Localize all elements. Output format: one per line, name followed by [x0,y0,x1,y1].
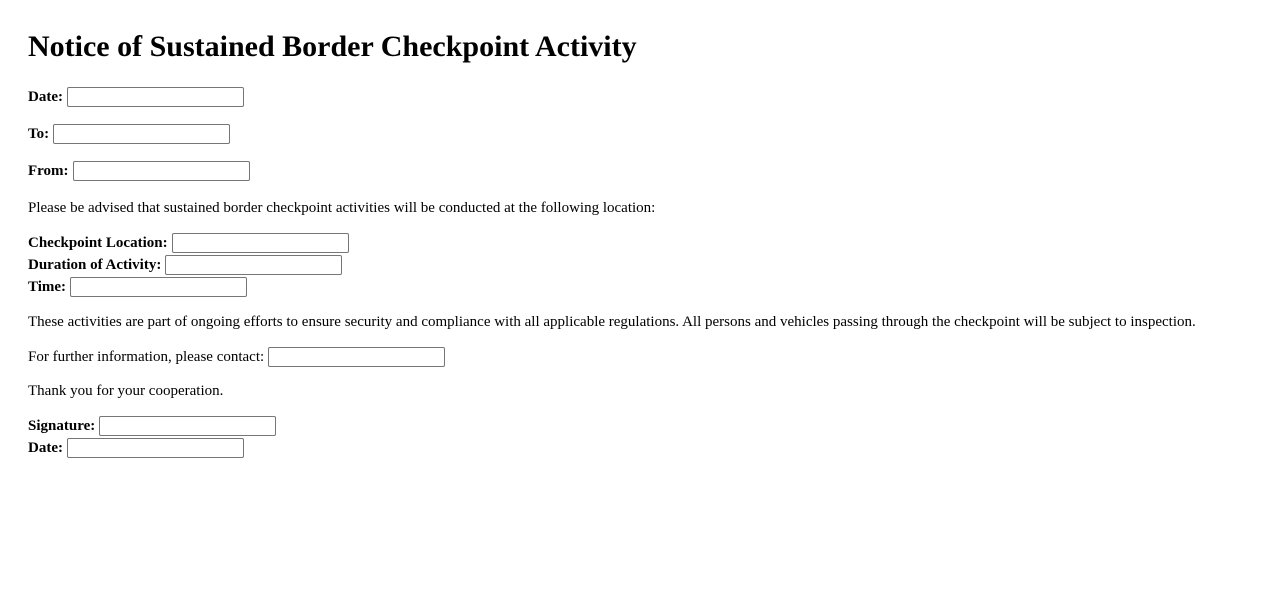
signature-date-label: Date: [28,439,63,456]
signature-row [28,415,1250,437]
date-row [28,86,1250,108]
contact-row [28,346,1250,368]
checkpoint-location-label: Checkpoint Location: [28,234,168,251]
checkpoint-location-row [28,232,1250,254]
from-input[interactable] [73,161,250,181]
intro-paragraph: Please be advised that sustained border checkpoint activities will be conducted at the following location: [28,200,656,216]
duration-row [28,254,1250,276]
duration-input[interactable] [165,255,342,275]
date-input[interactable] [67,87,244,107]
time-input[interactable] [70,277,247,297]
contact-input[interactable] [268,347,445,367]
contact-text: For further information, please contact: [28,348,265,365]
from-label: From: [28,162,69,179]
body-paragraph: These activities are part of ongoing efforts to ensure security and compliance with all applicable regulations. All persons and vehicles passing through the checkpoint will be subject to inspection. [28,314,1196,330]
to-input[interactable] [53,124,230,144]
from-row [28,160,1250,182]
time-label: Time: [28,278,67,295]
signature-label: Signature: [28,417,96,434]
to-row [28,123,1250,145]
signature-date-row [28,437,1250,459]
date-label: Date: [28,88,63,105]
checkpoint-location-input[interactable] [172,233,349,253]
signature-input[interactable] [99,416,276,436]
page-title: Notice of Sustained Border Checkpoint Activity [28,30,637,63]
time-row [28,276,1250,298]
thanks-paragraph: Thank you for your cooperation. [28,383,224,399]
to-label: To: [28,125,50,142]
duration-label: Duration of Activity: [28,256,162,273]
signature-date-input[interactable] [67,438,244,458]
